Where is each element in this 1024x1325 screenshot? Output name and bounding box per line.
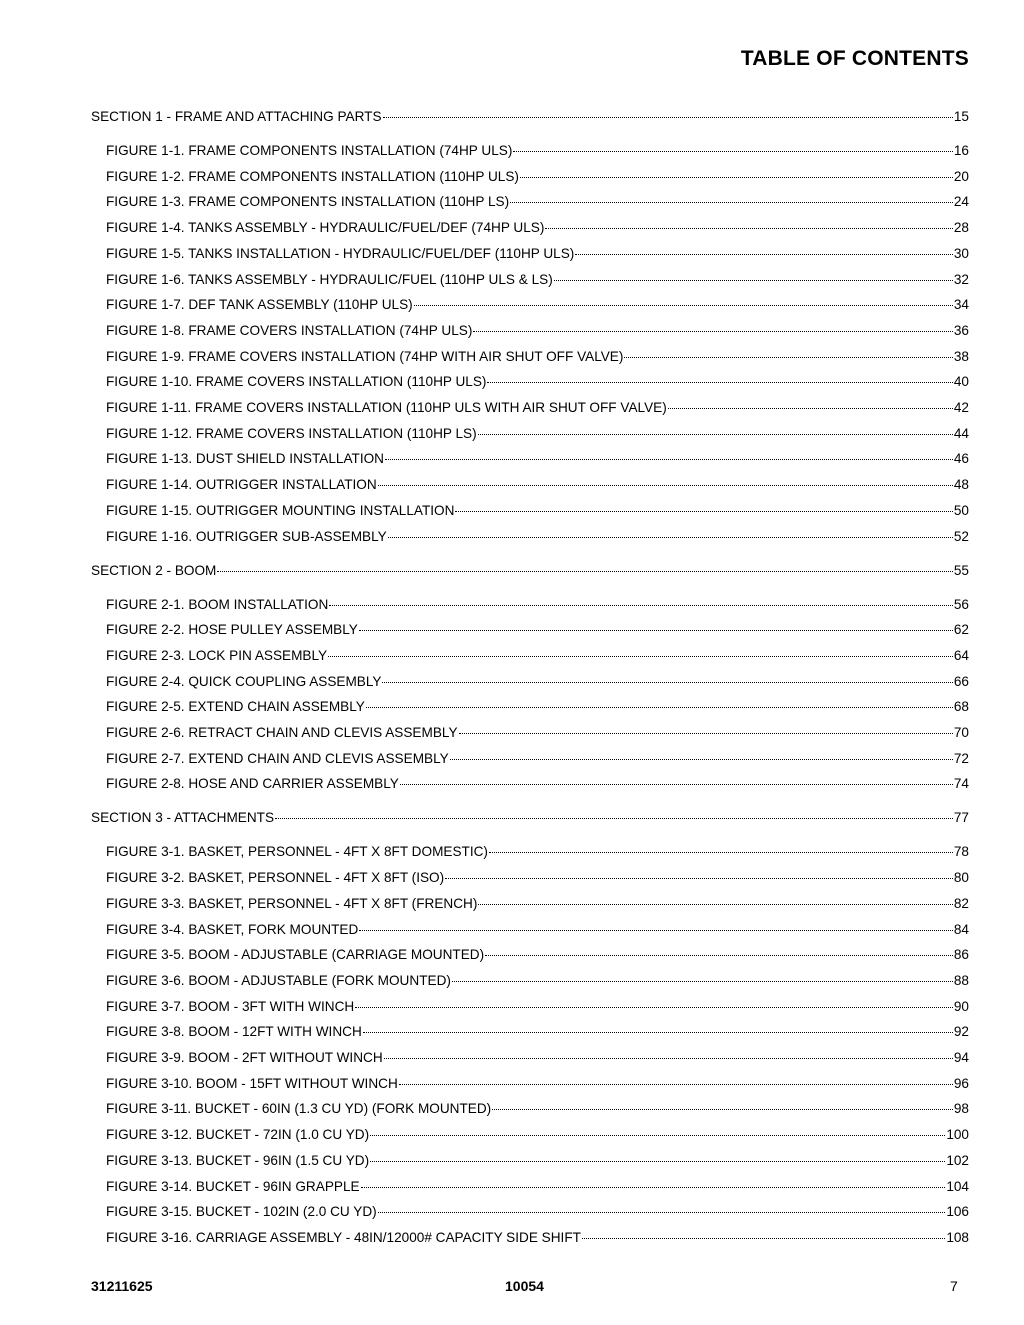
- toc-entry-label: SECTION 2 - BOOM: [91, 562, 217, 578]
- toc-entry-page-number: 15: [953, 109, 969, 124]
- toc-entry-label: FIGURE 1-14. OUTRIGGER INSTALLATION: [106, 477, 377, 493]
- dot-leader: [487, 381, 952, 383]
- toc-figure-entry[interactable]: [106, 895, 969, 913]
- toc-entry-page-number: 84: [953, 921, 969, 937]
- toc-entry-page-number: 55: [953, 562, 969, 578]
- toc-figure-entry[interactable]: [106, 843, 969, 861]
- dot-leader: [370, 1134, 945, 1136]
- dot-leader: [459, 732, 953, 734]
- toc-entry-page-number: 106: [946, 1204, 969, 1220]
- toc-entry-label: FIGURE 3-4. BASKET, FORK MOUNTED: [106, 921, 359, 937]
- toc-figure-entry[interactable]: [106, 1229, 969, 1247]
- toc-figure-entry[interactable]: [106, 972, 969, 990]
- toc-figure-entry[interactable]: [106, 775, 969, 793]
- toc-entry-label: FIGURE 1-16. OUTRIGGER SUB-ASSEMBLY: [106, 528, 387, 544]
- toc-figure-entry[interactable]: [106, 621, 969, 639]
- toc-figure-entry[interactable]: [106, 296, 969, 314]
- toc-figure-entry[interactable]: [106, 1126, 969, 1144]
- toc-figure-entry[interactable]: [106, 373, 969, 391]
- dot-leader: [450, 758, 953, 760]
- toc-figure-entry[interactable]: [106, 142, 969, 160]
- dot-leader: [385, 458, 953, 460]
- dot-leader: [485, 954, 953, 956]
- toc-section-entry[interactable]: [91, 562, 969, 580]
- dot-leader: [520, 176, 953, 178]
- toc-figure-entry[interactable]: [106, 399, 969, 417]
- dot-leader: [399, 1083, 953, 1085]
- dot-leader: [363, 1031, 953, 1033]
- toc-figure-entry[interactable]: [106, 946, 969, 964]
- dot-leader: [378, 1211, 946, 1213]
- dot-leader: [384, 1057, 953, 1059]
- toc-figure-entry[interactable]: [106, 528, 969, 546]
- toc-entry-page-number: 86: [953, 947, 969, 963]
- toc-entry-label: FIGURE 3-9. BOOM - 2FT WITHOUT WINCH: [106, 1050, 383, 1065]
- toc-entry-label: FIGURE 2-6. RETRACT CHAIN AND CLEVIS ASSEMBLY: [106, 725, 458, 740]
- dot-leader: [624, 356, 952, 358]
- toc-entry-label: FIGURE 2-3. LOCK PIN ASSEMBLY: [106, 647, 328, 663]
- dot-leader: [545, 227, 952, 229]
- toc-entry-page-number: 44: [953, 425, 969, 441]
- toc-entry-label: FIGURE 3-3. BASKET, PERSONNEL - 4FT X 8FT (FRENCH): [106, 895, 478, 911]
- toc-entry-page-number: 94: [953, 1050, 969, 1065]
- toc-entry-label: FIGURE 3-5. BOOM - ADJUSTABLE (CARRIAGE MOUNTED): [106, 947, 485, 963]
- toc-entry-page-number: 68: [953, 699, 969, 715]
- dot-leader: [400, 783, 953, 785]
- toc-entry-page-number: 74: [953, 776, 969, 792]
- toc-entry-label: FIGURE 1-2. FRAME COMPONENTS INSTALLATION (110HP ULS): [106, 168, 519, 184]
- toc-entry-page-number: 56: [953, 596, 969, 612]
- dot-leader: [473, 330, 953, 332]
- toc-entry-page-number: 70: [953, 725, 969, 740]
- toc-entry-page-number: 82: [953, 895, 969, 911]
- toc-figure-entry[interactable]: [106, 750, 969, 768]
- toc-entry-label: FIGURE 2-2. HOSE PULLEY ASSEMBLY: [106, 622, 358, 638]
- toc-figure-entry[interactable]: [106, 425, 969, 443]
- toc-figure-entry[interactable]: [106, 502, 969, 520]
- dot-leader: [378, 484, 953, 486]
- toc-entry-label: FIGURE 1-13. DUST SHIELD INSTALLATION: [106, 451, 384, 467]
- dot-leader: [370, 1160, 945, 1162]
- toc-section-entry[interactable]: [91, 809, 969, 827]
- toc-entry-page-number: 66: [953, 673, 969, 689]
- toc-entry-page-number: 62: [953, 622, 969, 638]
- toc-entry-label: FIGURE 3-11. BUCKET - 60IN (1.3 CU YD) (FORK MOUNTED): [106, 1101, 492, 1117]
- dot-leader: [383, 116, 953, 118]
- toc-figure-entry[interactable]: [106, 476, 969, 494]
- dot-leader: [452, 980, 953, 982]
- toc-figure-entry[interactable]: [106, 1178, 969, 1196]
- toc-figure-entry[interactable]: [106, 673, 969, 691]
- toc-entry-page-number: 80: [953, 870, 969, 886]
- toc-figure-entry[interactable]: [106, 647, 969, 665]
- toc-entry-page-number: 36: [953, 322, 969, 338]
- toc-figure-entry[interactable]: [106, 168, 969, 186]
- toc-figure-entry[interactable]: [106, 193, 969, 211]
- toc-entry-label: FIGURE 1-15. OUTRIGGER MOUNTING INSTALLATION: [106, 502, 455, 518]
- dot-leader: [359, 929, 953, 931]
- toc-entry-page-number: 90: [953, 998, 969, 1014]
- toc-section-entry[interactable]: [91, 108, 969, 126]
- toc-entry-page-number: 72: [953, 750, 969, 766]
- toc-entry-page-number: 77: [953, 810, 969, 826]
- dot-leader: [355, 1006, 953, 1008]
- toc-entry-label: FIGURE 1-4. TANKS ASSEMBLY - HYDRAULIC/FUEL/DEF (74HP ULS): [106, 220, 545, 236]
- toc-entry-label: FIGURE 1-6. TANKS ASSEMBLY - HYDRAULIC/FUEL (110HP ULS & LS): [106, 271, 553, 287]
- toc-entry-page-number: 40: [953, 374, 969, 390]
- toc-entry-page-number: 104: [946, 1178, 969, 1194]
- toc-entry-label: FIGURE 1-7. DEF TANK ASSEMBLY (110HP ULS): [106, 297, 413, 313]
- toc-entry-page-number: 42: [953, 400, 969, 415]
- toc-figure-entry[interactable]: [106, 322, 969, 340]
- toc-entry-page-number: 78: [953, 844, 969, 860]
- toc-entry-page-number: 16: [953, 143, 969, 158]
- toc-entry-label: FIGURE 2-4. QUICK COUPLING ASSEMBLY: [106, 673, 382, 689]
- toc-entry-label: FIGURE 3-1. BASKET, PERSONNEL - 4FT X 8FT DOMESTIC): [106, 844, 488, 860]
- dot-leader: [582, 1237, 945, 1239]
- dot-leader: [510, 201, 953, 203]
- toc-figure-entry[interactable]: [106, 869, 969, 887]
- toc-entry-page-number: 30: [953, 245, 969, 261]
- toc-entry-page-number: 34: [953, 297, 969, 313]
- toc-figure-entry[interactable]: [106, 1100, 969, 1118]
- toc-entry-label: FIGURE 3-13. BUCKET - 96IN (1.5 CU YD): [106, 1152, 370, 1168]
- dot-leader: [382, 681, 952, 683]
- toc-entry-page-number: 64: [953, 647, 969, 663]
- toc-entry-label: FIGURE 3-7. BOOM - 3FT WITH WINCH: [106, 998, 355, 1014]
- toc-figure-entry[interactable]: [106, 1075, 969, 1093]
- toc-entry-page-number: 38: [953, 348, 969, 364]
- dot-leader: [455, 510, 952, 512]
- dot-leader: [445, 877, 953, 879]
- toc-entry-label: FIGURE 3-14. BUCKET - 96IN GRAPPLE: [106, 1178, 360, 1194]
- page-title: TABLE OF CONTENTS: [740, 47, 969, 70]
- toc-entry-page-number: 24: [953, 194, 969, 210]
- toc-entry-label: FIGURE 3-2. BASKET, PERSONNEL - 4FT X 8FT (ISO): [106, 870, 445, 886]
- toc-entry-page-number: 46: [953, 451, 969, 467]
- toc-entry-label: FIGURE 1-5. TANKS INSTALLATION - HYDRAULIC/FUEL/DEF (110HP ULS): [106, 245, 575, 261]
- toc-entry-label: FIGURE 1-3. FRAME COMPONENTS INSTALLATION (110HP LS): [106, 194, 510, 210]
- toc-entry-label: FIGURE 1-8. FRAME COVERS INSTALLATION (74HP ULS): [106, 322, 473, 338]
- toc-entry-page-number: 98: [953, 1101, 969, 1117]
- toc-entry-label: FIGURE 1-12. FRAME COVERS INSTALLATION (110HP LS): [106, 425, 477, 441]
- toc-figure-entry[interactable]: [106, 348, 969, 366]
- toc-figure-entry[interactable]: [106, 271, 969, 289]
- toc-figure-entry[interactable]: [106, 698, 969, 716]
- toc-entry-label: FIGURE 2-8. HOSE AND CARRIER ASSEMBLY: [106, 776, 399, 792]
- toc-entry-page-number: 52: [953, 528, 969, 544]
- dot-leader: [359, 629, 953, 631]
- dot-leader: [217, 570, 952, 572]
- dot-leader: [554, 279, 953, 281]
- toc-figure-entry[interactable]: [106, 1203, 969, 1221]
- toc-entry-label: FIGURE 3-8. BOOM - 12FT WITH WINCH: [106, 1024, 362, 1040]
- toc-entry-page-number: 88: [953, 972, 969, 988]
- toc-entry-label: FIGURE 2-1. BOOM INSTALLATION: [106, 596, 329, 612]
- toc-figure-entry[interactable]: [106, 450, 969, 468]
- toc-entry-label: FIGURE 1-1. FRAME COMPONENTS INSTALLATION (74HP ULS): [106, 143, 513, 158]
- dot-leader: [492, 1108, 953, 1110]
- dot-leader: [388, 536, 953, 538]
- toc-figure-entry[interactable]: [106, 596, 969, 614]
- toc-entry-page-number: 20: [953, 168, 969, 184]
- toc-entry-page-number: 48: [953, 477, 969, 493]
- toc-entry-label: FIGURE 3-6. BOOM - ADJUSTABLE (FORK MOUNTED): [106, 972, 451, 988]
- toc-entry-label: FIGURE 3-10. BOOM - 15FT WITHOUT WINCH: [106, 1075, 398, 1091]
- toc-figure-entry[interactable]: [106, 1023, 969, 1041]
- toc-figure-entry[interactable]: [106, 998, 969, 1016]
- dot-leader: [575, 253, 953, 255]
- toc-entry-page-number: 96: [953, 1075, 969, 1091]
- dot-leader: [275, 817, 953, 819]
- dot-leader: [513, 150, 953, 152]
- toc-entry-label: FIGURE 1-9. FRAME COVERS INSTALLATION (74HP WITH AIR SHUT OFF VALVE): [106, 348, 624, 364]
- toc-entry-page-number: 32: [953, 271, 969, 287]
- dot-leader: [328, 655, 953, 657]
- toc-entry-page-number: 50: [953, 502, 969, 518]
- dot-leader: [414, 304, 953, 306]
- toc-entry-label: FIGURE 1-10. FRAME COVERS INSTALLATION (110HP ULS): [106, 374, 487, 390]
- dot-leader: [366, 706, 953, 708]
- toc-entry-page-number: 100: [946, 1127, 969, 1143]
- toc-entry-page-number: 28: [953, 220, 969, 236]
- toc-entry-label: SECTION 1 - FRAME AND ATTACHING PARTS: [91, 109, 382, 124]
- toc-figure-entry[interactable]: [106, 1049, 969, 1067]
- toc-entry-label: FIGURE 3-16. CARRIAGE ASSEMBLY - 48IN/12000# CAPACITY SIDE SHIFT: [106, 1229, 581, 1245]
- toc-figure-entry[interactable]: [106, 219, 969, 237]
- dot-leader: [329, 604, 953, 606]
- dot-leader: [361, 1186, 946, 1188]
- dot-leader: [668, 407, 953, 409]
- dot-leader: [478, 433, 953, 435]
- toc-entry-page-number: 102: [946, 1152, 969, 1168]
- toc-figure-entry[interactable]: [106, 724, 969, 742]
- footer-document-number: 31211625: [91, 1278, 153, 1294]
- toc-entry-page-number: 108: [946, 1229, 969, 1245]
- toc-entry-label: FIGURE 2-7. EXTEND CHAIN AND CLEVIS ASSEMBLY: [106, 750, 449, 766]
- toc-entry-page-number: 92: [953, 1024, 969, 1040]
- toc-figure-entry[interactable]: [106, 1152, 969, 1170]
- toc-figure-entry[interactable]: [106, 245, 969, 263]
- toc-entry-label: SECTION 3 - ATTACHMENTS: [91, 810, 275, 826]
- toc-entry-label: FIGURE 3-12. BUCKET - 72IN (1.0 CU YD): [106, 1127, 370, 1143]
- dot-leader: [489, 851, 953, 853]
- toc-figure-entry[interactable]: [106, 921, 969, 939]
- toc-entry-label: FIGURE 1-11. FRAME COVERS INSTALLATION (110HP ULS WITH AIR SHUT OFF VALVE): [106, 400, 667, 415]
- footer-page-number: 7: [950, 1278, 958, 1294]
- dot-leader: [478, 903, 952, 905]
- toc-entry-label: FIGURE 3-15. BUCKET - 102IN (2.0 CU YD): [106, 1204, 377, 1220]
- toc-entry-label: FIGURE 2-5. EXTEND CHAIN ASSEMBLY: [106, 699, 365, 715]
- footer-code: 10054: [505, 1278, 544, 1294]
